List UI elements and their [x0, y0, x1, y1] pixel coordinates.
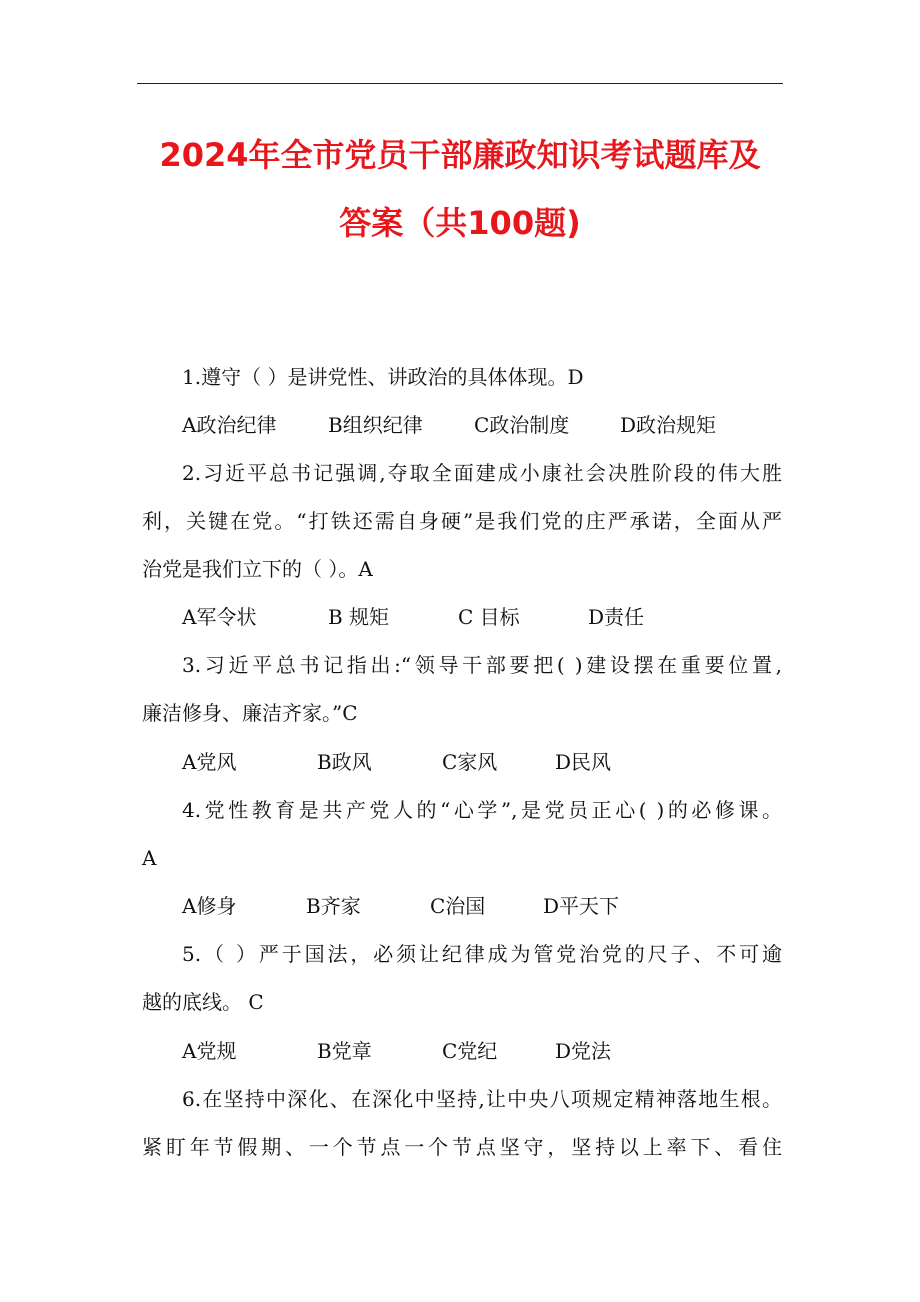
document-title-line-2: 答案（共100题): [339, 204, 581, 242]
option-b: B政风: [317, 750, 372, 774]
option-a: A修身: [182, 894, 237, 918]
question-4-text-line-1: 4.党性教育是共产党人的“心学”,是党员正心( )的必修课。: [182, 798, 782, 822]
option-b: B齐家: [306, 894, 361, 918]
question-5-text-line-1: 5.（ ）严于国法，必须让纪律成为管党治党的尺子、不可逾: [182, 942, 782, 966]
question-6-text-line-2: 紧盯年节假期、一个节点一个节点坚守，坚持以上率下、看住: [142, 1135, 782, 1159]
question-2-options: [182, 602, 782, 632]
option-d: D民风: [555, 750, 612, 774]
option-c: C政治制度: [474, 413, 570, 437]
question-3-text-line-2: 廉洁修身、廉洁齐家。”C: [142, 701, 358, 725]
question-5-text-line-2: 越的底线。 C: [142, 990, 264, 1014]
option-b: B 规矩: [328, 605, 390, 629]
option-a: A军令状: [182, 605, 257, 629]
question-6-text-line-1: 6.在坚持中深化、在深化中坚持,让中央八项规定精神落地生根。: [182, 1087, 782, 1111]
question-2-text-line-3: 治党是我们立下的（ ）。A: [142, 557, 373, 581]
question-2-text-line-1: 2.习近平总书记强调,夺取全面建成小康社会决胜阶段的伟大胜: [182, 461, 782, 485]
option-d: D政治规矩: [620, 413, 717, 437]
option-c: C 目标: [458, 605, 520, 629]
option-b: B组织纪律: [328, 413, 423, 437]
document-title-line-1: 2024年全市党员干部廉政知识考试题库及: [159, 136, 761, 174]
question-4-text-line-2: A: [142, 846, 157, 870]
question-2-text-line-2: 利，关键在党。“打铁还需自身硬”是我们党的庄严承诺，全面从严: [142, 509, 782, 533]
question-1-options: [182, 410, 782, 440]
option-d: D党法: [555, 1039, 612, 1063]
question-1-text: 1.遵守（ ）是讲党性、讲政治的具体体现。D: [182, 365, 584, 389]
option-c: C治国: [430, 894, 486, 918]
question-3-text-line-1: 3.习近平总书记指出:“领导干部要把( )建设摆在重要位置,: [182, 653, 782, 677]
option-a: A政治纪律: [182, 413, 277, 437]
option-d: D责任: [588, 605, 645, 629]
question-5-options: [182, 1036, 782, 1066]
question-3-options: [182, 747, 782, 777]
question-4-options: [182, 891, 782, 921]
option-a: A党风: [182, 750, 237, 774]
option-d: D平天下: [543, 894, 620, 918]
option-c: C家风: [442, 750, 498, 774]
option-b: B党章: [317, 1039, 372, 1063]
option-a: A党规: [182, 1039, 237, 1063]
option-c: C党纪: [442, 1039, 498, 1063]
header-rule: [137, 83, 783, 84]
